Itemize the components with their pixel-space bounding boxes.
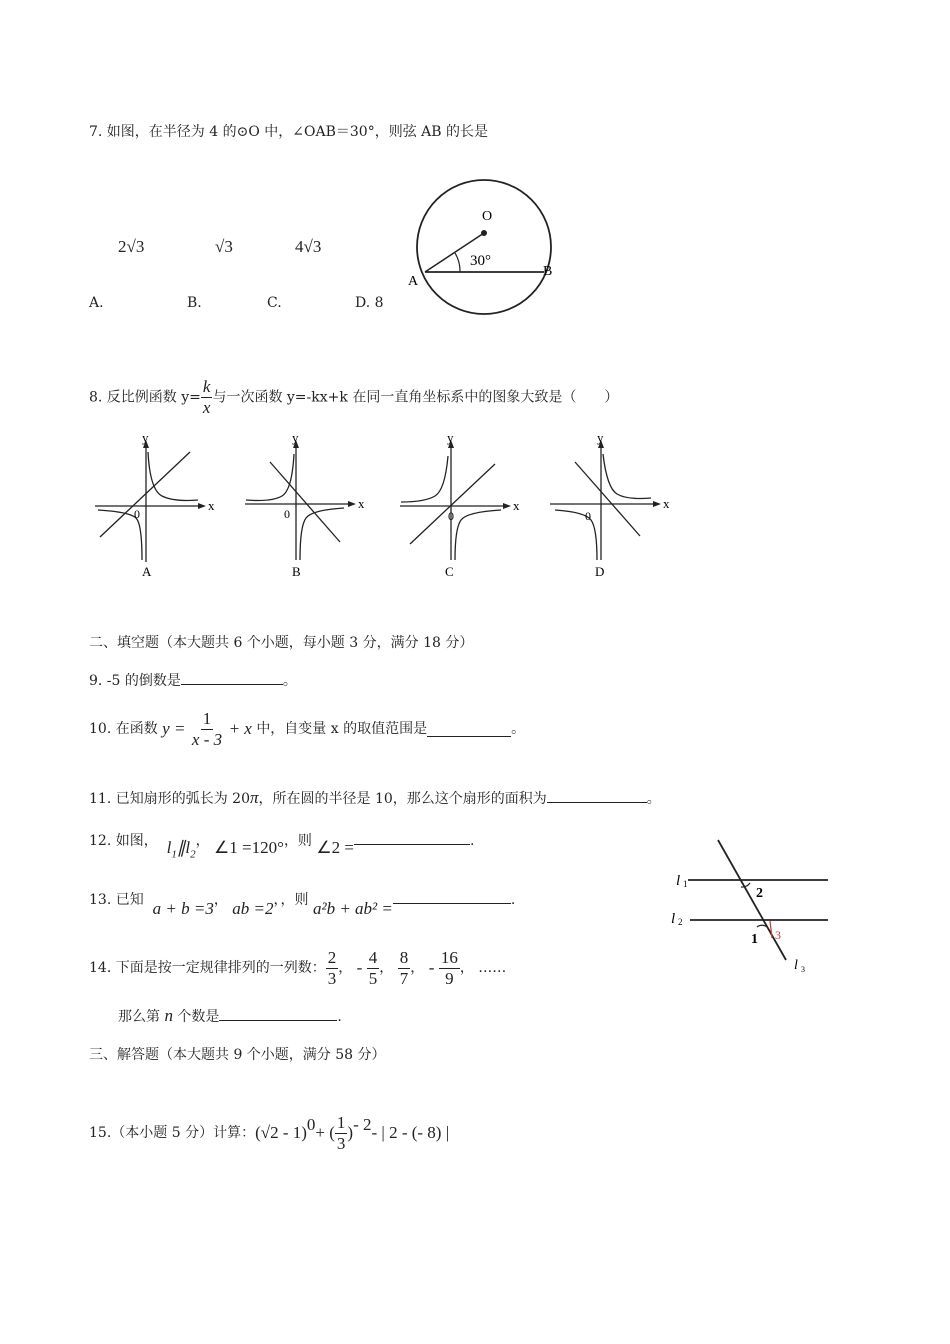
q14-answer-blank[interactable] [219, 1006, 337, 1021]
q14-frac-2: $\frac{4}{5}$ [368, 947, 378, 988]
q14-end: . [337, 1009, 342, 1025]
q7-option-a-label: A. [89, 295, 104, 311]
q7-option-c-value: 4√3 [295, 237, 322, 256]
q15 [89, 1110, 449, 1156]
label-30deg: 30° [470, 253, 491, 269]
q13: 13. 已知 a + b =3， ab =2，，则 a²b + ab² = . [89, 889, 515, 909]
q10-end: 。 [511, 721, 526, 737]
q15-exp0: 0 [306, 1115, 316, 1134]
q7-stem: 7. 如图，在半径为 4 的⊙O 中，∠OAB＝30°，则弦 AB 的长是 [89, 124, 488, 140]
svg-text:y: y [292, 432, 299, 445]
svg-text:3: 3 [801, 965, 805, 974]
q8-graph-a [90, 432, 230, 582]
q12-parallel: ∥ [176, 838, 186, 857]
q11-pre: 11. 已知扇形的弧长为 20 [89, 791, 250, 807]
q8-frac-den: x [202, 398, 211, 417]
q7-option-a-value: 2√3 [118, 237, 145, 256]
q12-angle2: ∠2 = [316, 838, 354, 857]
q12-l2: l [185, 838, 191, 857]
q13-then: ，则 [280, 892, 309, 908]
svg-text:y: y [447, 432, 454, 445]
q10-frac-num: 1 [202, 708, 212, 728]
q8-stem-post: 与一次函数 y=-kx+k 在同一直角坐标系中的图象大致是（ ） [212, 389, 619, 406]
svg-text:1: 1 [683, 879, 688, 889]
q12-end: . [469, 833, 475, 849]
q11-answer-blank[interactable] [547, 788, 647, 803]
svg-text:x: x [358, 496, 365, 511]
q14: 14. 下面是按一定规律排列的一列数： $\frac{2}{3}$ ， - $\frac{4}{5}$ ， $\frac{8}{7}$ ， - $\frac{16}{9}$ ， …… [89, 947, 507, 988]
q14-line2 [118, 1006, 342, 1026]
q10-y-eq: y = [162, 719, 186, 738]
q8-fraction [201, 377, 213, 418]
svg-text:y: y [142, 432, 149, 445]
graph-c-label: C [445, 564, 454, 579]
q8-graph-b [240, 432, 380, 582]
q14-dots: …… [478, 960, 507, 976]
q12-parallel-lines-figure [668, 835, 838, 980]
q10-frac-den: x - 3 [191, 729, 223, 749]
q11-end: 。 [646, 791, 661, 807]
graph-b-label: B [292, 564, 301, 579]
q9-end: 。 [282, 673, 297, 689]
section-3-heading: 三、解答题（本大题共 9 个小题，满分 58 分） [89, 1047, 386, 1063]
q11-post: ，所在圆的半径是 10，那么这个扇形的面积为 [258, 791, 547, 807]
svg-text:0: 0 [284, 507, 290, 521]
q14-line2-pre: 那么第 [118, 1009, 160, 1025]
q14-pre: 14. 下面是按一定规律排列的一列数： [89, 960, 326, 976]
q15-pre: 15.（本小题 5 分）计算： [89, 1125, 256, 1141]
q15-expr-b: ) [347, 1123, 354, 1142]
q11-pi: π [249, 788, 259, 807]
svg-text:0: 0 [585, 509, 591, 523]
q9-stem: 9. -5 的倒数是 [89, 673, 181, 689]
section-2-heading: 二、填空题（本大题共 6 个小题，每小题 3 分，满分 18 分） [89, 635, 474, 651]
q14-frac-3: $\frac{8}{7}$ [399, 947, 409, 988]
q10-post: 中，自变量 x 的取值范围是 [256, 721, 428, 737]
q12-l1: l [166, 838, 172, 857]
q8-graph-c [395, 432, 535, 582]
svg-text:l: l [671, 911, 676, 927]
q15-expr-a: (√2 - 1) [255, 1123, 307, 1142]
q14-line2-post: 个数是 [177, 1009, 220, 1025]
q11 [89, 788, 661, 808]
q10-answer-blank[interactable] [427, 722, 511, 737]
circle-outline [417, 180, 551, 314]
svg-text:1: 1 [751, 932, 758, 947]
q8-stem-pre: 8. 反比例函数 y= [89, 389, 201, 406]
graph-d-label: D [595, 564, 605, 579]
svg-text:x: x [208, 498, 215, 513]
q7-circle-figure [400, 175, 570, 325]
label-o: O [482, 209, 493, 224]
svg-text:x: x [663, 496, 670, 511]
svg-text:2: 2 [678, 917, 683, 927]
angle-arc [455, 253, 460, 272]
graph-a-label: A [142, 564, 152, 579]
q13-pre: 13. 已知 [89, 892, 144, 908]
q9-answer-blank[interactable] [181, 670, 283, 685]
q7-option-b-label: B. [187, 295, 202, 311]
q13-cond2: ab =2 [232, 899, 274, 918]
svg-text:0: 0 [448, 509, 454, 523]
q13-expr: a²b + ab² = [312, 899, 393, 918]
q8-graph-d [545, 432, 685, 582]
q10 [89, 706, 525, 752]
label-a: A [408, 274, 419, 289]
q13-end: . [510, 892, 516, 908]
q13-answer-blank[interactable] [393, 889, 511, 904]
q15-exp-neg2: - 2 [353, 1115, 372, 1134]
q12: 12. 如图， $l_1\parallel l_2$， ∠1 =120°，则 ∠2 = . [89, 830, 474, 855]
q7-option-c-label: C. [267, 295, 282, 311]
svg-text:l: l [794, 958, 798, 973]
svg-text:3: 3 [775, 928, 781, 942]
q12-angle1: ∠1 =120° [214, 838, 284, 857]
q12-pre: 12. 如图， [89, 833, 158, 849]
q15-plus: + ( [315, 1123, 335, 1142]
q14-sign-4: - [428, 958, 435, 977]
center-point [481, 230, 487, 236]
q10-pre: 10. 在函数 [89, 721, 158, 737]
q9 [89, 670, 297, 690]
svg-text:l: l [676, 873, 681, 889]
q12-answer-blank[interactable] [354, 830, 470, 845]
q14-sign-2: - [356, 958, 363, 977]
q12-then: ，则 [283, 833, 312, 849]
svg-text:0: 0 [134, 507, 140, 521]
q13-cond1: a + b =3 [152, 899, 214, 918]
q8-frac-num: k [202, 377, 211, 396]
label-b: B [543, 264, 553, 279]
q10-fraction [190, 709, 224, 750]
svg-text:x: x [513, 498, 520, 513]
q10-plus-x: + x [228, 719, 252, 738]
q15-fraction: $\frac{1}{3}$ [336, 1112, 346, 1153]
q8-stem [89, 377, 618, 418]
q7-option-b-value: √3 [215, 237, 233, 256]
q14-frac-4: $\frac{16}{9}$ [440, 947, 458, 988]
svg-text:y: y [597, 432, 604, 445]
q14-frac-1: $\frac{2}{3}$ [327, 947, 337, 988]
q7-option-d: D. 8 [355, 295, 384, 311]
q15-expr-c: - | 2 - (- 8) | [371, 1123, 450, 1142]
q14-n: n [164, 1006, 173, 1025]
svg-text:2: 2 [756, 886, 763, 901]
